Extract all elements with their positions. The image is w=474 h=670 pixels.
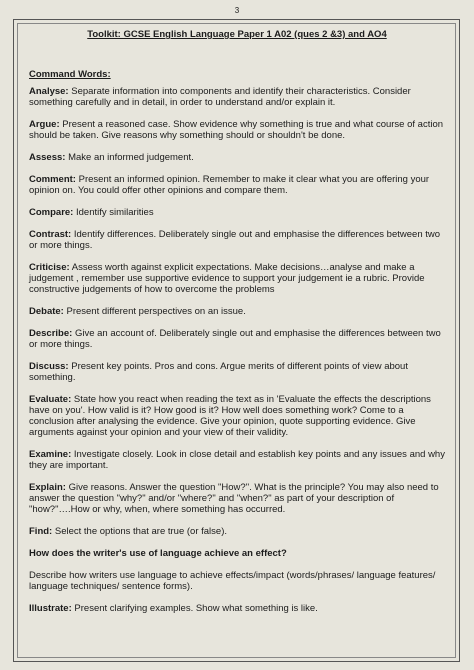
command-word-term: Find:	[29, 526, 53, 537]
command-word-entry	[29, 526, 445, 537]
command-word-entry	[29, 603, 445, 614]
command-word-term: Argue:	[29, 119, 60, 130]
command-word-definition: State how you react when reading the text as in 'Evaluate the effects the descriptions have on you'. How valid is it? How good is it? How well does something work? Come to a conclusion after analysing the evidence. Give your opinion, quote supporting evidence. Give arguments against your opinion and your view of their validity.	[29, 394, 431, 438]
command-word-entry	[29, 449, 445, 471]
document-title: Toolkit: GCSE English Language Paper 1 A02 (ques 2 &3) and AO4	[87, 29, 387, 40]
command-word-definition: Present key points. Pros and cons. Argue merits of different points of view about something.	[29, 361, 408, 383]
command-word-definition: Make an informed judgement.	[65, 152, 194, 163]
command-word-definition: Identify differences. Deliberately single out and emphasise the differences between two or more things.	[29, 229, 441, 251]
command-word-term: Assess:	[29, 152, 66, 163]
command-word-term: Compare:	[29, 207, 74, 218]
command-word-definition: Assess worth against explicit expectations. Make decisions…analyse and make a judgement , remember use supportive evidence to support your judgement ie a rubric. Provide constructive judgements of how to overcome the problems	[29, 262, 425, 295]
command-word-term: Discuss:	[29, 361, 69, 372]
question-heading: How does the writer's use of language achieve an effect?	[29, 548, 287, 559]
command-word-definition: Present different perspectives on an issue.	[63, 306, 246, 317]
command-word-term: Explain:	[29, 482, 66, 493]
command-word-definition: Give reasons. Answer the question "How?". What is the principle? You may also need to answer the question "why?" and/or "where?" and "when?" as part of your description of "how?"….How or why, when, where something has occurred.	[29, 482, 439, 515]
command-word-entry	[29, 174, 445, 196]
command-word-entry	[29, 152, 445, 163]
command-word-definition: Identify similarities	[73, 207, 154, 218]
command-word-term: Illustrate:	[29, 603, 72, 614]
command-word-definition: Present an informed opinion. Remember to make it clear what you are offering your opinion on. You could offer other opinions and compare them.	[29, 174, 430, 196]
command-word-term: Analyse:	[29, 86, 69, 97]
command-word-entry	[29, 328, 445, 350]
command-word-definition: Present a reasoned case. Show evidence why something is true and what course of action should be taken. Give reasons why something should or shouldn't be done.	[29, 119, 444, 141]
command-word-term: Criticise:	[29, 262, 70, 273]
command-word-entry	[29, 394, 445, 438]
command-word-list	[29, 86, 445, 537]
command-word-entry	[29, 86, 445, 108]
command-word-definition: Present clarifying examples. Show what something is like.	[71, 603, 318, 614]
command-word-term: Examine:	[29, 449, 72, 460]
command-word-entry	[29, 119, 445, 141]
command-word-definition: Give an account of. Deliberately single out and emphasise the differences between two or more things.	[29, 328, 441, 350]
command-word-entry	[29, 229, 445, 251]
question-description: Describe how writers use language to achieve effects/impact (words/phrases/ language features/ language techniques/ sentence forms).	[29, 570, 436, 592]
command-word-definition: Investigate closely. Look in close detail and establish key points and any issues and why they are important.	[29, 449, 445, 471]
command-word-entry	[29, 482, 445, 515]
page-number: 3	[234, 6, 240, 15]
command-word-term: Contrast:	[29, 229, 72, 240]
command-word-term: Debate:	[29, 306, 64, 317]
command-word-term: Describe:	[29, 328, 73, 339]
command-word-entry	[29, 207, 445, 218]
command-word-entry	[29, 262, 445, 295]
command-word-definition: Select the options that are true (or false).	[52, 526, 228, 537]
command-word-term: Evaluate:	[29, 394, 72, 405]
command-word-definition: Separate information into components and identify their characteristics. Consider something carefully and in detail, in order to understand and/or explain it.	[29, 86, 411, 108]
command-word-entry	[29, 361, 445, 383]
command-word-entry	[29, 306, 445, 317]
page-content	[29, 29, 445, 625]
section-heading: Command Words:	[29, 69, 111, 80]
command-word-term: Comment:	[29, 174, 76, 185]
